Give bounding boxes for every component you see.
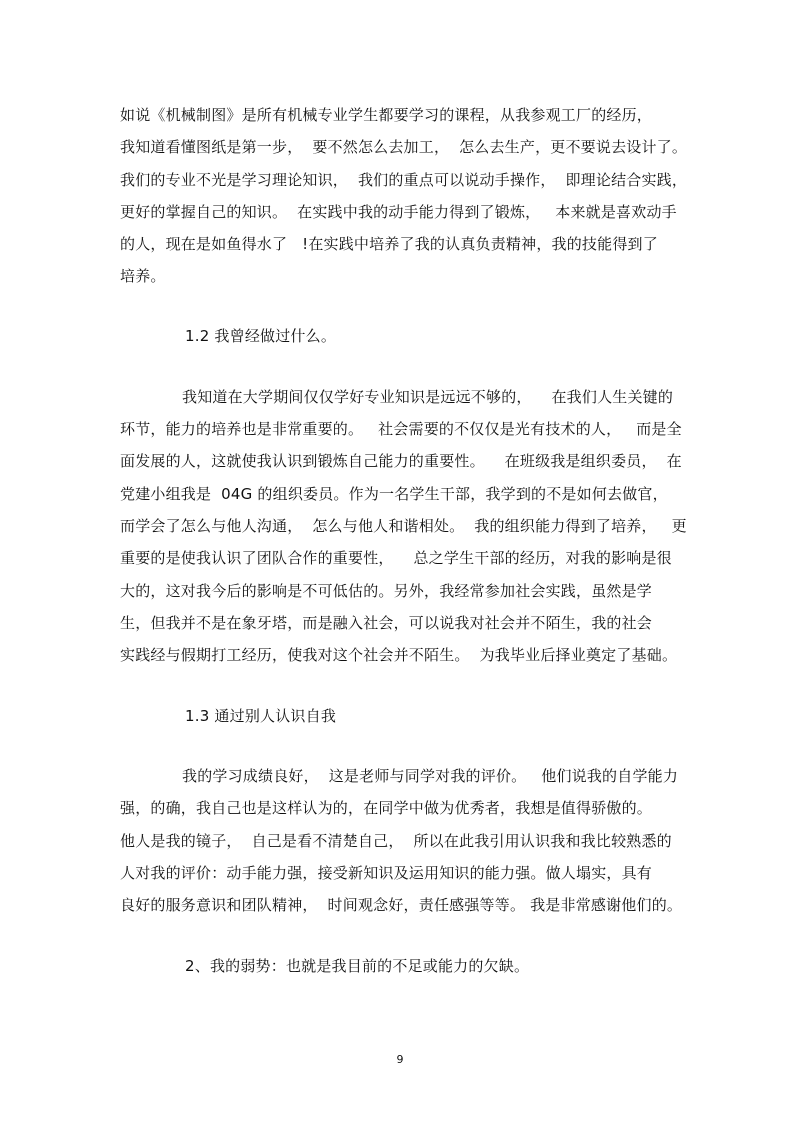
- section-1-2-line-7: 大的，这对我今后的影响是不可低估的。另外，我经常参加社会实践，虽然是学: [120, 582, 653, 600]
- section-1-2-line-3: 面发展的人，这就使我认识到锻炼自己能力的重要性。 在班级我是组织委员， 在: [120, 452, 682, 470]
- section-1-2-line-8: 生，但我并不是在象牙塔，而是融入社会，可以说我对社会并不陌生，我的社会: [120, 614, 653, 632]
- section-1-3-line-1: 我的学习成绩良好， 这是老师与同学对我的评价。 他们说我的自学能力: [182, 767, 679, 785]
- section-2-heading: 2、我的弱势：也就是我目前的不足或能力的欠缺。: [185, 957, 530, 975]
- paragraph-1-line-1: 如说《机械制图》是所有机械专业学生都要学习的课程，从我参观工厂的经历，: [120, 106, 653, 124]
- section-1-2-line-6: 重要的是使我认识了团队合作的重要性， 总之学生干部的经历，对我的影响是很: [120, 549, 672, 567]
- section-1-2-line-5: 而学会了怎么与他人沟通， 怎么与他人和谐相处。 我的组织能力得到了培养， 更: [120, 517, 687, 535]
- paragraph-1-line-5: 的人，现在是如鱼得水了 !在实践中培养了我的认真负责精神，我的技能得到了: [120, 235, 658, 253]
- section-1-2-line-1: 我知道在大学期间仅仅学好专业知识是远远不够的， 在我们人生关键的: [182, 388, 674, 406]
- section-1-3-line-2: 强，的确，我自己也是这样认为的，在同学中做为优秀者，我想是值得骄傲的。: [120, 799, 653, 817]
- paragraph-1-line-4: 更好的掌握自己的知识。 在实践中我的动手能力得到了锻炼， 本来就是喜欢动手: [120, 203, 677, 221]
- section-1-2-line-4: 党建小组我是 04G 的组织委员。作为一名学生干部，我学到的不是如何去做官，: [120, 485, 668, 503]
- section-1-2-line-2: 环节，能力的培养也是非常重要的。 社会需要的不仅仅是光有技术的人， 而是全: [120, 420, 682, 438]
- section-1-3-line-4: 人对我的评价：动手能力强，接受新知识及运用知识的能力强。做人塌实，具有: [120, 864, 653, 882]
- section-1-3-line-5: 良好的服务意识和团队精神， 时间观念好，责任感强等等。 我是非常感谢他们的。: [120, 896, 683, 914]
- section-1-3-heading: 1.3 通过别人认识自我: [185, 707, 337, 725]
- section-1-2-line-9: 实践经与假期打工经历，使我对这个社会并不陌生。 为我毕业后择业奠定了基础。: [120, 646, 678, 664]
- page-number: 9: [396, 1053, 404, 1066]
- paragraph-1-line-2: 我知道看懂图纸是第一步， 要不然怎么去加工， 怎么去生产，更不要说去设计了。: [120, 138, 688, 156]
- section-1-3-line-3: 他人是我的镜子， 自己是看不清楚自己， 所以在此我引用认识我和我比较熟悉的: [120, 832, 672, 850]
- section-1-2-heading: 1.2 我曾经做过什么。: [185, 327, 337, 345]
- paragraph-1-line-6: 培养。: [120, 267, 166, 285]
- paragraph-1-line-3: 我们的专业不光是学习理论知识， 我们的重点可以说动手操作， 即理论结合实践，: [120, 171, 688, 189]
